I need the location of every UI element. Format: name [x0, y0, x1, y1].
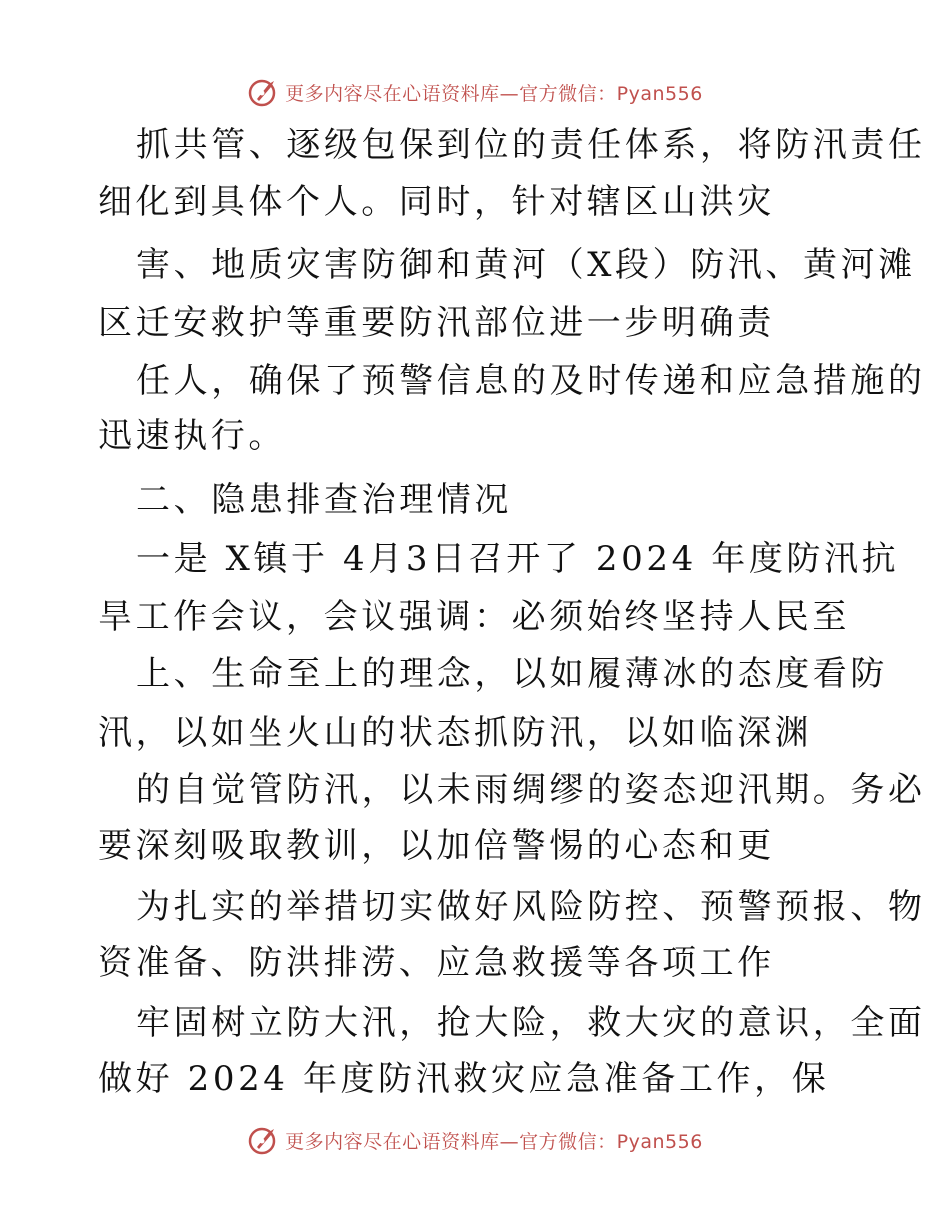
header-watermark — [0, 72, 950, 112]
text-line: 为扎实的举措切实做好风险防控、预警预报、物 — [136, 887, 926, 927]
watermark-text: 更多内容尽在心语资料库—官方微信：Pyan556 — [285, 82, 703, 105]
text-line: 细化到具体个人。同时，针对辖区山洪灾 — [98, 182, 775, 222]
text-line: 要深刻吸取教训，以加倍警惕的心态和更 — [98, 826, 775, 866]
text-line: 做好 2024 年度防汛救灾应急准备工作，保 — [98, 1059, 830, 1099]
footer-watermark — [0, 1120, 950, 1160]
text-line: 的自觉管防汛，以未雨绸缪的姿态迎汛期。务必 — [136, 770, 926, 810]
text-line: 抓共管、逐级包保到位的责任体系，将防汛责任 — [136, 125, 926, 165]
text-line: 汛，以如坐火山的状态抓防汛，以如临深渊 — [98, 713, 813, 753]
text-line: 害、地质灾害防御和黄河（X段）防汛、黄河滩 — [136, 245, 916, 285]
pen-nib-circle-icon — [247, 1123, 281, 1157]
section-heading: 二、隐患排查治理情况 — [136, 480, 512, 520]
text-line: 一是 X镇于 4月3日召开了 2024 年度防汛抗 — [136, 539, 900, 579]
pen-nib-circle-icon — [247, 75, 281, 109]
text-line: 上、生命至上的理念，以如履薄冰的态度看防 — [136, 654, 888, 694]
text-line: 区迁安救护等重要防汛部位进一步明确责 — [98, 303, 775, 343]
text-line: 资准备、防洪排涝、应急救援等各项工作 — [98, 943, 775, 983]
text-line: 牢固树立防大汛，抢大险，救大灾的意识，全面 — [136, 1003, 926, 1043]
text-line: 迅速执行。 — [98, 416, 286, 456]
text-line: 任人，确保了预警信息的及时传递和应急措施的 — [136, 361, 926, 401]
watermark-text: 更多内容尽在心语资料库—官方微信：Pyan556 — [285, 1130, 703, 1153]
text-line: 旱工作会议，会议强调：必须始终坚持人民至 — [98, 597, 850, 637]
